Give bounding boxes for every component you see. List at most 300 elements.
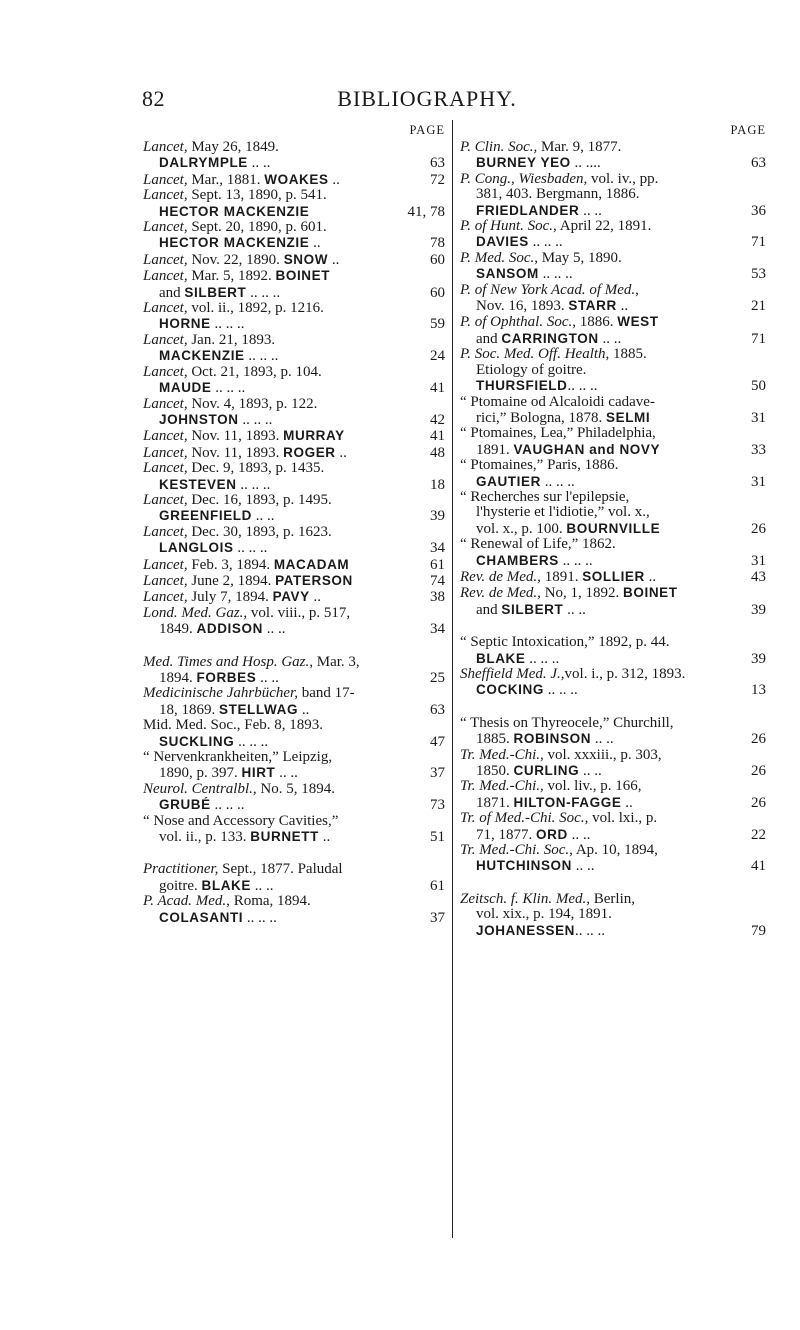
journal-title: Zeitsch. f. Klin. Med., (460, 891, 590, 907)
author-name: BLAKE (476, 650, 526, 666)
entry-line (143, 301, 445, 316)
citation-text: 1890, p. 397. (159, 765, 242, 782)
author-name: DALRYMPLE (159, 155, 248, 171)
entry-text (159, 797, 423, 813)
bibliography-entry (460, 490, 766, 537)
journal-title: P. Soc. Med. Off. Health, (460, 347, 610, 363)
page-title: BIBLIOGRAPHY. (337, 86, 517, 111)
citation-text: vol. lxi., p. (588, 811, 658, 827)
entry-line (460, 811, 766, 826)
entry-line (143, 670, 445, 686)
entry-line (143, 878, 445, 894)
author-name: CHAMBERS (476, 552, 559, 568)
author-name: BOINET (623, 585, 678, 601)
page-ref: 41 (430, 428, 445, 445)
author-name: BOINET (275, 268, 331, 284)
bibliography-entry (143, 589, 445, 605)
entry-line (143, 428, 445, 444)
page-ref: 60 (430, 284, 445, 301)
entry-text (476, 474, 744, 490)
entry-text (476, 731, 744, 747)
entry-text (460, 283, 766, 298)
bibliography-entry (143, 252, 445, 268)
entry-line (143, 765, 445, 781)
entry-text (159, 204, 408, 220)
entry-line (460, 907, 766, 922)
entry-text (460, 635, 766, 650)
page-ref: 63 (430, 155, 445, 172)
citation-text: 1850. (476, 763, 514, 780)
citation-text: .. .. .. (246, 284, 281, 301)
citation-text: .. (298, 701, 310, 718)
entry-text (460, 537, 766, 552)
author-name: VAUGHAN and NOVY (513, 441, 661, 457)
entry-line (460, 537, 766, 552)
entry-line (460, 795, 766, 811)
page-ref: 26 (751, 520, 766, 537)
entry-line (460, 682, 766, 698)
entry-line (460, 923, 766, 939)
entry-line (143, 702, 445, 718)
bibliography-entry (143, 188, 445, 220)
author-name: THURSFIELD (476, 378, 568, 394)
entry-text (143, 252, 423, 268)
journal-title: Rev. de Med., (460, 585, 541, 602)
section-gap (460, 875, 766, 892)
entry-line (460, 363, 766, 378)
entry-text (143, 301, 445, 316)
entry-text (476, 442, 744, 458)
citation-text: Berlin, (590, 891, 635, 907)
entry-text (159, 412, 423, 428)
citation-text: Sept. 13, 1890, p. 541. (187, 188, 327, 204)
entry-text (460, 843, 766, 858)
entry-text (159, 285, 423, 301)
entry-text (159, 155, 423, 171)
author-name: BURNETT (250, 829, 319, 845)
page-ref: 39 (430, 508, 445, 525)
journal-title: Lancet, (143, 492, 188, 508)
citation-text: .. .. (572, 858, 595, 875)
citation-text: .. (335, 444, 347, 461)
entry-line (460, 602, 766, 618)
journal-title: Lancet, (143, 332, 188, 348)
citation-text: Oct. 21, 1893, p. 104. (187, 364, 322, 380)
entry-line (460, 283, 766, 298)
citation-text: Ap. 10, 1894, (572, 843, 658, 859)
page-ref: 31 (751, 473, 766, 490)
author-name: SNOW (283, 251, 329, 267)
entry-line (460, 172, 766, 187)
entry-line (460, 203, 766, 219)
bibliography-entry (460, 892, 766, 939)
bibliography-entry (460, 395, 766, 427)
bibliography-entry (460, 585, 766, 618)
citation-text: Etiology of goitre. (476, 362, 587, 378)
page-ref: 38 (430, 589, 445, 606)
page-ref: 60 (430, 251, 445, 268)
citation-text: Mar., 1881. (187, 171, 265, 188)
entry-text (476, 682, 744, 698)
entry-line (460, 716, 766, 731)
entry-text (476, 553, 744, 569)
citation-text: .. .. .. (558, 552, 593, 569)
page-ref: 39 (751, 601, 766, 618)
entry-line (460, 858, 766, 874)
entry-text (476, 763, 744, 779)
author-name: FORBES (196, 670, 257, 685)
page-ref: 41 (751, 858, 766, 875)
citation-text: vol. iv., pp. (587, 171, 659, 187)
entry-text (143, 589, 423, 605)
author-name: BOURNVILLE (566, 520, 661, 536)
citation-text: “ Septic Intoxication,” 1892, p. 44. (460, 635, 670, 651)
author-name: WOAKES (264, 171, 329, 187)
journal-title: Lancet, (143, 140, 188, 155)
entry-line (143, 782, 445, 797)
page-ref: 47 (430, 733, 445, 750)
journal-title: Lond. Med. Gaz., (143, 605, 248, 621)
citation-text: .. .. (567, 826, 591, 843)
entry-line (143, 445, 445, 461)
entry-text (476, 651, 744, 667)
entry-text (143, 461, 445, 476)
page-ref: 37 (430, 909, 445, 926)
entry-text (143, 782, 445, 797)
entry-text (476, 331, 744, 347)
journal-title: Lancet, (143, 220, 188, 236)
entry-line (460, 442, 766, 458)
citation-text: “ Ptomaine od Alcaloidi cadave- (460, 394, 655, 410)
entry-text (476, 298, 744, 314)
entry-line (143, 316, 445, 332)
bibliography-entry (143, 814, 445, 846)
entry-line (460, 426, 766, 441)
entry-text (159, 765, 423, 781)
entry-text (143, 172, 423, 188)
journal-title: Lancet, (143, 556, 188, 573)
citation-text: .. .. (251, 877, 274, 894)
author-name: STELLWAG (219, 701, 299, 717)
author-name: PATERSON (275, 572, 353, 588)
bibliography-entry (460, 347, 766, 394)
citation-text: .. (318, 829, 331, 846)
entry-text (143, 220, 445, 235)
entry-text (159, 380, 423, 396)
entry-line (460, 569, 766, 585)
entry-text (143, 894, 445, 909)
page-ref: 21 (751, 298, 766, 315)
bibliography-entry (143, 525, 445, 557)
entry-text (159, 878, 423, 894)
journal-title: Lancet, (143, 396, 188, 412)
author-name: MURRAY (283, 428, 345, 444)
author-name: FRIEDLANDER (476, 202, 580, 218)
bibliography-entry (143, 686, 445, 718)
citation-text: 1885. (609, 347, 647, 363)
citation-text: 1885. (476, 731, 514, 748)
bibliography-entry (460, 667, 766, 699)
page-ref: 26 (751, 763, 766, 780)
page-ref: 26 (751, 731, 766, 748)
citation-text: “ Ptomaines, Lea,” Philadelphia, (460, 426, 656, 442)
bibliography-entry (143, 140, 445, 172)
citation-text: .. .. (256, 670, 279, 686)
page-ref: 13 (751, 682, 766, 699)
entry-text (460, 347, 766, 362)
entry-text (143, 333, 445, 348)
entry-line (460, 505, 766, 520)
citation-text: “ Recherches sur l'epilepsie, (460, 489, 630, 505)
entry-line (143, 235, 445, 251)
entry-text (143, 750, 445, 765)
page-ref: 72 (430, 171, 445, 188)
author-name: PAVY (272, 589, 310, 605)
citation-text: “ Renewal of Life,” 1862. (460, 537, 616, 553)
citation-text: and (159, 284, 185, 301)
entry-line (143, 573, 445, 589)
citation-text: Dec. 30, 1893, p. 1623. (187, 524, 332, 540)
bibliography-entry (143, 750, 445, 782)
entry-line (143, 686, 445, 701)
author-name: STARR (568, 298, 617, 314)
entry-line (143, 333, 445, 348)
citation-text: .. .. .. (540, 473, 575, 490)
entry-line (460, 731, 766, 747)
citation-text: .. .. .. (528, 234, 563, 251)
page-ref: 63 (751, 155, 766, 172)
citation-text: May 26, 1849. (187, 140, 279, 155)
bibliography-entry (143, 397, 445, 429)
author-name: ADDISON (196, 621, 263, 637)
bibliography-entry (460, 458, 766, 490)
author-name: HIRT (241, 765, 276, 781)
citation-text: .. .. .. (538, 266, 573, 283)
citation-text: vol. liv., p. 166, (543, 779, 642, 795)
bibliography-entry (460, 843, 766, 875)
journal-title: P. of Hunt. Soc., (460, 219, 557, 235)
page-ref: 59 (430, 316, 445, 333)
entry-text (476, 363, 766, 378)
journal-title: Lancet, (143, 188, 188, 204)
bibliography-entry (460, 219, 766, 251)
entry-text (460, 490, 766, 505)
entry-line (143, 557, 445, 573)
entry-line (460, 298, 766, 314)
journal-title: P. Med. Soc., (460, 250, 539, 266)
entry-text (460, 458, 766, 473)
citation-text: 18, 1869. (159, 701, 219, 718)
page-ref: 41, 78 (407, 203, 445, 220)
entry-text (159, 348, 423, 364)
journal-title: Rev. de Med., (460, 568, 541, 585)
bibliography-entry (143, 894, 445, 926)
entry-line (143, 894, 445, 909)
entry-line (460, 490, 766, 505)
entry-text (460, 314, 766, 330)
entry-text (460, 811, 766, 826)
page-ref: 50 (751, 378, 766, 395)
bibliography-entry (460, 811, 766, 843)
citation-text: .. .. .. (543, 682, 578, 699)
entry-line (143, 814, 445, 829)
entry-text (460, 172, 766, 187)
page-ref: 39 (751, 650, 766, 667)
citation-text: and (476, 601, 502, 618)
citation-text: Sept., 1877. Paludal (218, 862, 343, 878)
entry-text (460, 395, 766, 410)
entry-line (143, 718, 445, 733)
author-name: MACKENZIE (159, 348, 245, 364)
bibliography-entry (143, 301, 445, 333)
journal-title: P. Clin. Soc., (460, 140, 538, 155)
page-ref: 26 (751, 794, 766, 811)
page-ref: 74 (430, 572, 445, 589)
entry-line (143, 477, 445, 493)
entry-text (460, 426, 766, 441)
citation-text: 381, 403. Bergmann, 1886. (476, 187, 640, 203)
entry-line (460, 347, 766, 362)
citation-text: .. .. .. (210, 316, 245, 333)
citation-text: .. .. (252, 508, 275, 525)
citation-text: .. .. .. (210, 797, 245, 814)
entry-line (143, 220, 445, 235)
entry-line (143, 750, 445, 765)
entry-line (143, 606, 445, 621)
entry-text (476, 203, 744, 219)
entry-line (143, 589, 445, 605)
bibliography-entry (460, 251, 766, 283)
author-name: MACADAM (273, 556, 350, 572)
citation-text: .. .. .. (575, 922, 606, 939)
entry-text (460, 140, 766, 155)
entry-text (460, 219, 766, 234)
bibliography-entry (143, 573, 445, 589)
entry-line (460, 763, 766, 779)
citation-text: .. .. .. (525, 650, 560, 667)
citation-text: Dec. 9, 1893, p. 1435. (187, 461, 325, 477)
author-name: SELMI (605, 409, 651, 425)
journal-title: Med. Times and Hosp. Gaz., (143, 654, 314, 670)
journal-title: P. of Ophthal. Soc., (460, 314, 576, 331)
bibliography-entry (460, 569, 766, 585)
page-ref: 31 (751, 409, 766, 426)
entry-text (159, 316, 423, 332)
bibliography-entry (143, 428, 445, 444)
entry-line (460, 314, 766, 330)
entry-text (476, 155, 744, 171)
entry-text (159, 235, 423, 251)
entry-line (143, 508, 445, 524)
entry-text (460, 779, 766, 794)
bibliography-entry (143, 365, 445, 397)
section-gap (460, 699, 766, 716)
entry-line (143, 829, 445, 845)
entry-line (460, 585, 766, 601)
journal-title: Medicinische Jahrbücher, (143, 686, 298, 702)
author-name: DAVIES (476, 234, 529, 250)
bibliography-entry (460, 635, 766, 667)
bibliography-entry (143, 862, 445, 894)
entry-line (460, 378, 766, 394)
author-name: HILTON-FAGGE (513, 794, 622, 810)
entry-line (143, 172, 445, 188)
page-ref: 22 (751, 826, 766, 843)
citation-text: .. .. (247, 155, 271, 172)
citation-text: .. (644, 568, 657, 585)
citation-text: band 17- (297, 686, 355, 702)
page-ref: 79 (751, 922, 766, 939)
entry-line (460, 843, 766, 858)
entry-line (460, 187, 766, 202)
entry-line (143, 797, 445, 813)
page-ref: 33 (751, 441, 766, 458)
journal-title: Lancet, (143, 364, 188, 380)
entry-line (143, 155, 445, 171)
citation-text: l'hysterie et l'idiotie,” vol. x., (476, 505, 650, 521)
entry-line (460, 553, 766, 569)
entry-text (159, 670, 423, 686)
citation-text: vol. xix., p. 194, 1891. (476, 907, 612, 923)
entry-line (143, 188, 445, 203)
page-ref: 71 (751, 234, 766, 251)
entry-line (143, 862, 445, 877)
citation-text: No. 5, 1894. (256, 781, 335, 797)
entry-line (143, 734, 445, 750)
right-column (460, 120, 766, 939)
page-ref: 25 (430, 670, 445, 686)
citation-text: and (476, 330, 502, 347)
author-name: GREENFIELD (159, 508, 253, 524)
bibliography-entry (143, 557, 445, 573)
journal-title: Neurol. Centralbl., (143, 781, 257, 797)
entry-text (143, 686, 445, 701)
entry-line (460, 748, 766, 763)
author-name: JOHNSTON (159, 411, 239, 427)
bibliography-entry (143, 606, 445, 638)
entry-text (159, 702, 423, 718)
journal-title: Lancet, (143, 461, 188, 477)
citation-text: Sept. 20, 1890, p. 601. (187, 220, 327, 236)
entry-line (460, 155, 766, 171)
author-name: HECTOR MACKENZIE (159, 235, 310, 251)
citation-text: June 2, 1894. (187, 572, 276, 589)
author-name: JOHANESSEN (476, 922, 576, 938)
bibliography-entry (143, 655, 445, 687)
citation-text: .. .. .. (244, 348, 279, 365)
citation-text: Mar. 3, (313, 654, 360, 670)
citation-text: .. (309, 235, 321, 252)
entry-line (143, 380, 445, 396)
entry-text (159, 508, 423, 524)
citation-text: May 5, 1890. (538, 250, 622, 266)
entry-text (143, 365, 445, 380)
citation-text: Roma, 1894. (229, 894, 311, 910)
entry-text (476, 602, 744, 618)
journal-title: Lancet, (143, 301, 188, 317)
bibliography-entry (143, 493, 445, 525)
entry-line (460, 827, 766, 843)
citation-text: Nov. 11, 1893. (187, 428, 284, 445)
page-ref: 37 (430, 765, 445, 782)
citation-text: Jan. 21, 1893. (187, 332, 276, 348)
entry-text (159, 621, 423, 637)
section-gap (143, 638, 445, 655)
entry-text (143, 573, 423, 589)
entry-line (460, 892, 766, 907)
citation-text: .. .. (598, 330, 622, 347)
author-name: CARRINGTON (501, 330, 599, 346)
